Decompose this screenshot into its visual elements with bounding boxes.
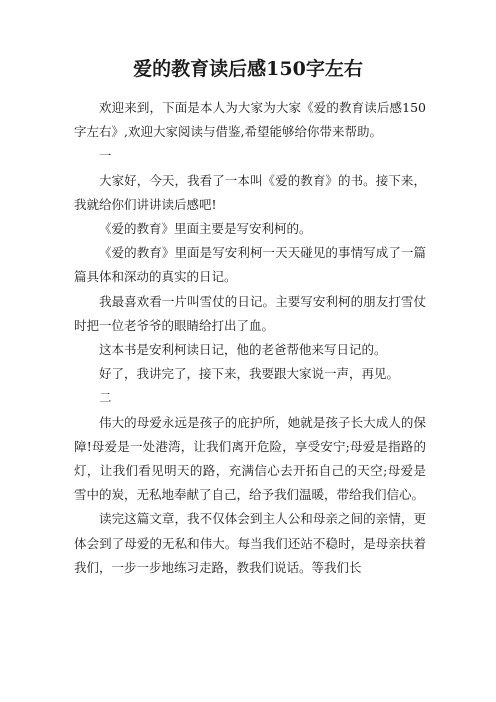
paragraph: 这本书是安利柯读日记，他的老爸帮他来写日记的。 xyxy=(99,342,387,358)
paragraph: 《爱的教育》里面主要是写安利柯的。 xyxy=(99,221,312,237)
paragraph: 大家好，今天，我看了一本叫《爱的教育》的书。接下来，我就给你们讲讲读后感吧! xyxy=(74,172,426,212)
paragraph: 好了，我讲完了，接下来，我要跟大家说一声，再见。 xyxy=(99,366,400,382)
document-title: 爱的教育读后感150字左右 xyxy=(133,58,363,80)
paragraph: 伟大的母爱永远是孩子的庇护所，她就是孩子长大成人的保障!母爱是一处港湾，让我们离开危险，享受安宁;母爱是指路的灯，让我们看见明天的路，充满信心去开拓自己的天空;母爱是雪中的炭，无私地奉献了自己，给予我们温暖，带给我们信心。 xyxy=(74,414,426,503)
section-number-one: 一 xyxy=(99,148,112,164)
paragraph: 《爱的教育》里面是写安利柯一天天碰见的事情写成了一篇篇具体和深动的真实的日记。 xyxy=(74,245,426,285)
document-body xyxy=(74,96,426,580)
paragraph: 我最喜欢看一片叫雪仗的日记。主要写安利柯的朋友打雪仗时把一位老爷爷的眼睛给打出了血。 xyxy=(74,293,426,333)
section-number-two: 二 xyxy=(99,390,112,406)
paragraph: 读完这篇文章，我不仅体会到主人公和母亲之间的亲情，更体会到了母爱的无私和伟大。每当我们还站不稳时，是母亲扶着我们，一步一步地练习走路，教我们说话。等我们长 xyxy=(74,511,426,575)
paragraph-intro: 欢迎来到，下面是本人为大家为大家《爱的教育读后感150字左右》,欢迎大家阅读与借鉴,希望能够给你带来帮助。 xyxy=(74,100,426,140)
